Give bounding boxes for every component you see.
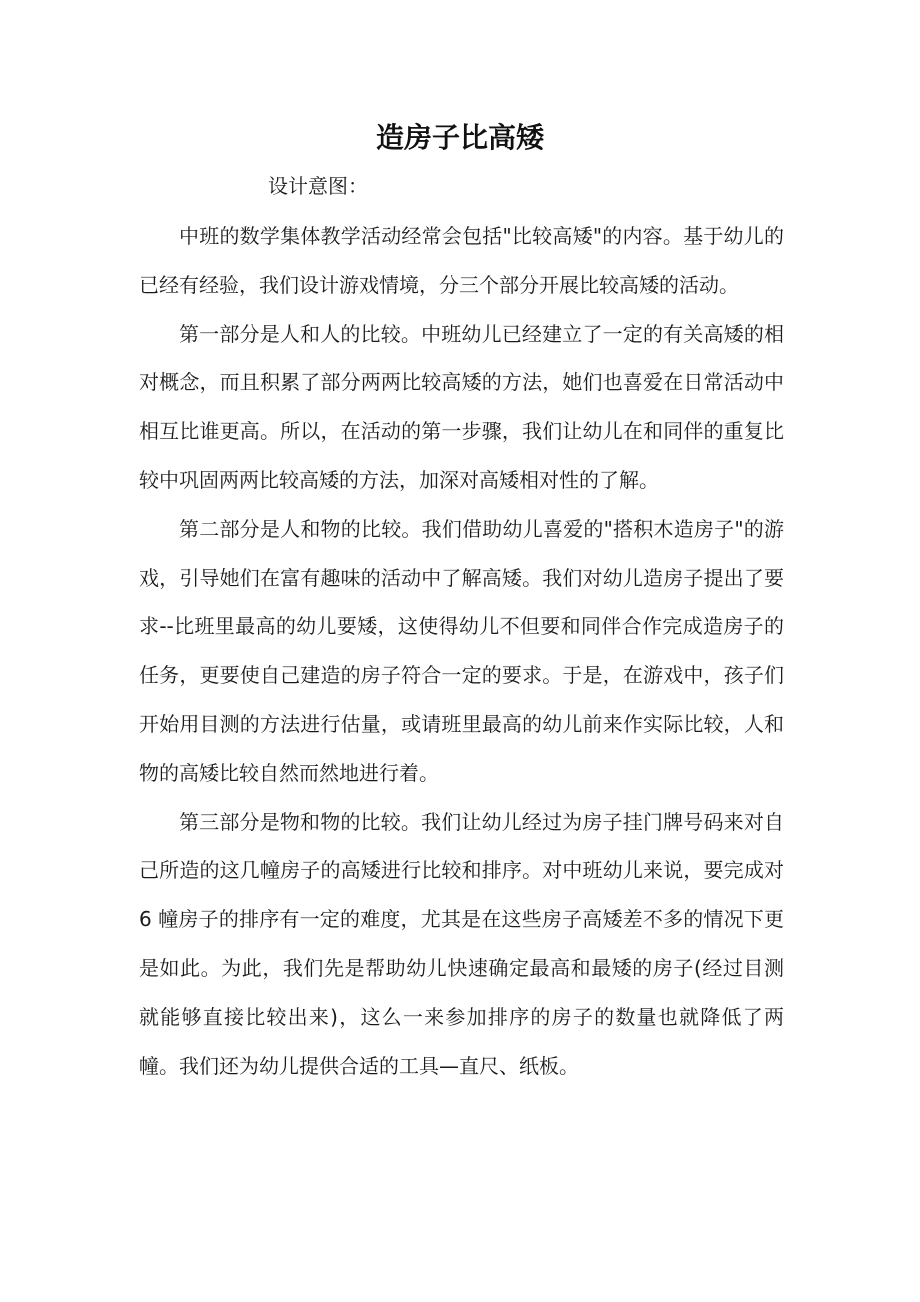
- section-heading: 设计意图：: [268, 174, 368, 198]
- paragraph-intro: 中班的数学集体教学活动经常会包括"比较高矮"的内容。基于幼儿的已经有经验，我们设计游戏情境，分三个部分开展比较高矮的活动。: [139, 224, 784, 297]
- document-title: 造房子比高矮: [375, 121, 544, 154]
- paragraph-part-two: 第二部分是人和物的比较。我们借助幼儿喜爱的"搭积木造房子"的游戏，引导她们在富有趣味的活动中了解高矮。我们对幼儿造房子提出了要求--比班里最高的幼儿要矮，这使得幼儿不但要和同伴合作完成造房子的任务，更要使自己建造的房子符合一定的要求。于是，在游戏中，孩子们开始用目测的方法进行估量，或请班里最高的幼儿前来作实际比较，人和物的高矮比较自然而然地进行着。: [139, 516, 784, 785]
- document-body: [139, 212, 784, 1090]
- paragraph-part-three: 第三部分是物和物的比较。我们让幼儿经过为房子挂门牌号码来对自己所造的这几幢房子的高矮进行比较和排序。对中班幼儿来说，要完成对 6 幢房子的排序有一定的难度，尤其是在这些房子高矮差不多的情况下更是如此。为此，我们先是帮助幼儿快速确定最高和最矮的房子(经过目测就能够直接比较出来)，这么一来参加排序的房子的数量也就降低了两幢。我们还为幼儿提供合适的工具—直尺、纸板。: [139, 809, 784, 1078]
- paragraph-part-one: 第一部分是人和人的比较。中班幼儿已经建立了一定的有关高矮的相对概念，而且积累了部分两两比较高矮的方法，她们也喜爱在日常活动中相互比谁更高。所以，在活动的第一步骤，我们让幼儿在和同伴的重复比较中巩固两两比较高矮的方法，加深对高矮相对性的了解。: [139, 321, 784, 492]
